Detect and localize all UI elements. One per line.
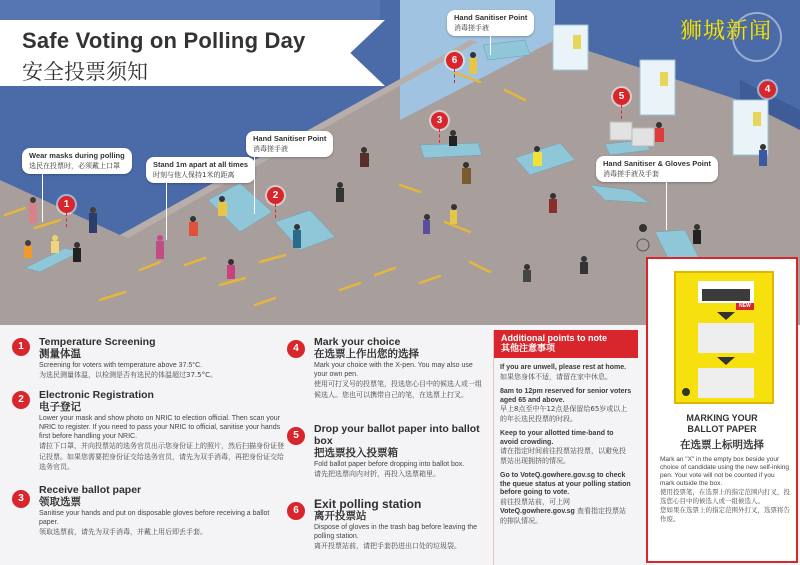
step-description-chinese: 请拉下口罩，并向投票站的选务官员出示您身份证上的照片，然后扫描身份证登记投票。如果您需要把身份证交给选务官员，请先为双手消毒，再把身份证交给选务官员。: [39, 442, 284, 471]
note-senior-hours: [494, 388, 638, 424]
step-marker-5: 5: [613, 88, 630, 105]
step-number-badge: 5: [287, 427, 305, 445]
ballot-description-chinese-1: 使用投票笔，在选票上的指定范围内打叉，投选您心目中的候选人或一组候选人。: [660, 488, 790, 505]
note-time-band: [494, 430, 638, 466]
step-marker-3: 3: [431, 112, 448, 129]
watermark-text: 狮城新闻: [680, 19, 773, 44]
step-number-badge: 1: [12, 338, 30, 356]
additional-notes-panel: [493, 330, 638, 565]
new-badge: NEW: [736, 303, 754, 310]
callout-pointer: [666, 180, 667, 230]
hands-fold-ballot-image: [698, 323, 754, 353]
step-marker-1: 1: [58, 196, 75, 213]
step-number-badge: 3: [12, 490, 30, 508]
step-electronic-registration: [12, 389, 287, 473]
step-description-chinese: 使用可打叉号的投票笔，投选您心目中的候选人或一组候选人。您也可以携带自己的笔，在选票上打叉。: [314, 380, 482, 399]
step-description: Screening for voters with temperature above 37.5°C.: [39, 362, 203, 369]
step-title: Mark your choice: [314, 336, 401, 348]
step-title-chinese: 电子登记: [39, 401, 81, 413]
notes-title-chinese: 其他注意事项: [501, 344, 556, 354]
step-title-chinese: 把选票投入投票箱: [314, 447, 398, 459]
step-title: Electronic Registration: [39, 389, 154, 401]
ballot-instruction-poster: [674, 271, 774, 404]
callout-pointer: [42, 172, 43, 222]
callout-label: Wear masks during polling: [29, 151, 125, 160]
marker-stem: [66, 213, 67, 227]
marking-ballot-panel: [646, 257, 798, 563]
title-banner: [0, 20, 385, 86]
nric-card-icon: [702, 289, 750, 301]
callout-wear-masks: [22, 148, 132, 174]
note-text-chinese: 早上8点至中午12点是保留给65岁或以上的年长选民投票的时段。: [500, 405, 628, 423]
page-title-chinese: 安全投票须知: [22, 60, 148, 84]
step-description-chinese: 离开投票站前，请把手套扔进出口处的垃圾袋。: [314, 542, 461, 550]
page-title: Safe Voting on Polling Day: [22, 28, 306, 53]
notes-title: Additional points to note: [501, 333, 607, 343]
hand-mark-ballot-image: [698, 368, 754, 398]
step-mark-choice: [287, 336, 487, 400]
callout-pointer: [254, 154, 255, 214]
step-title: Temperature Screening: [39, 336, 156, 348]
ballot-description-english: Mark an "X" in the empty box beside your choice of candidate using the new self-inking pen. Your vote will not be counted if you mark outside the box.: [660, 456, 789, 487]
additional-notes-header: [494, 330, 638, 358]
callout-label: Hand Sanitiser & Gloves Point: [603, 159, 711, 168]
step-description: Lower your mask and show photo on NRIC to election official. Then scan your NRIC to register. If you need to pass your NRIC to official, sanitise your hands first before handling your NRIC.: [39, 415, 281, 440]
callout-pointer: [490, 33, 491, 55]
note-text-chinese: [500, 498, 632, 527]
step-drop-ballot: [287, 423, 487, 480]
note-text: 8am to 12pm reserved for senior voters aged 65 and above.: [500, 388, 632, 404]
note-unwell: [494, 364, 638, 382]
note-text: Keep to your allotted time-band to avoid crowding.: [500, 430, 614, 446]
marker-stem: [454, 69, 455, 83]
step-description-chinese: 为选民测量体温，以检测是否有选民的体温超过37.5°C。: [39, 371, 217, 379]
step-title-chinese: 测量体温: [39, 348, 81, 360]
arrow-down-icon: [717, 357, 735, 365]
step-title: Exit polling station: [314, 497, 422, 511]
note-text-chinese: 如果您身体不适，请留在家中休息。: [500, 372, 612, 381]
note-text: Go to VoteQ.gowhere.gov.sg to check the queue status at your polling station before going to vote.: [500, 472, 631, 496]
step-title: Receive ballot paper: [39, 484, 142, 496]
callout-label: Stand 1m apart at all times: [153, 160, 249, 169]
ballot-panel-title: [648, 413, 796, 435]
step-title-chinese: 领取选票: [39, 496, 81, 508]
marker-stem: [275, 204, 276, 218]
step-receive-ballot: [12, 484, 287, 538]
step-description: Mark your choice with the X-pen. You may also use your own pen.: [314, 362, 473, 378]
note-queue-status: [494, 472, 638, 526]
marker-stem: [439, 129, 440, 143]
ballot-panel-title-line-1: MARKING YOUR: [686, 413, 758, 423]
note-text: If you are unwell, please rest at home.: [500, 364, 627, 371]
callout-label-chinese: 消毒搓手液: [253, 145, 288, 153]
step-description: Fold ballot paper before dropping into ballot box.: [314, 461, 465, 468]
step-title-chinese: 在选票上作出您的选择: [314, 348, 419, 360]
ballot-description-chinese-2: 您如果在选票上的指定范围外打叉，选票将告作废。: [660, 506, 790, 523]
step-number-badge: 2: [12, 391, 30, 409]
note-text-chinese: 请在指定时间前往投票站投票，以避免投票站出现拥挤的情况。: [500, 447, 626, 465]
step-exit-polling-station: [287, 498, 487, 552]
step-description: Dispose of gloves in the trash bag before leaving the polling station.: [314, 524, 478, 540]
step-number-badge: 6: [287, 502, 305, 520]
callout-label: Hand Sanitiser Point: [253, 134, 327, 143]
note-text-chinese-suffix: 查看指定投票站的排队情况。: [500, 507, 627, 525]
callout-label-chinese: 选民在投票时，必须戴上口罩: [29, 162, 120, 170]
marker-stem: [621, 105, 622, 119]
voteq-link[interactable]: VoteQ.gowhere.gov.sg: [500, 508, 575, 515]
step-title: Drop your ballot paper into ballot box: [314, 423, 480, 447]
step-temperature-screening: [12, 336, 287, 381]
callout-label-chinese: 时刻与他人保持1米的距离: [153, 171, 235, 179]
step-marker-2: 2: [267, 187, 284, 204]
step-marker-6: 6: [446, 52, 463, 69]
step-description-chinese: 领取选票前，请先为双手消毒，并戴上用后即丢手套。: [39, 528, 207, 536]
step-number-badge: 4: [287, 340, 305, 358]
ballot-panel-description: [660, 456, 790, 524]
seal-icon: [681, 387, 691, 397]
step-description: Sanitise your hands and put on disposable gloves before receiving a ballot paper.: [39, 510, 270, 526]
callout-hand-sanitiser-1: [246, 131, 333, 157]
callout-label-chinese: 消毒搓手液: [454, 24, 489, 32]
ballot-panel-title-chinese: 在选票上标明选择: [680, 439, 764, 451]
callout-label: Hand Sanitiser Point: [454, 13, 528, 22]
step-title-chinese: 离开投票站: [314, 510, 367, 522]
ballot-panel-title-line-2: BALLOT PAPER: [687, 424, 757, 434]
step-marker-4: 4: [759, 81, 776, 98]
callout-pointer: [166, 180, 167, 240]
note-text-chinese-prefix: 前往投票站前，可上网: [500, 497, 570, 506]
callout-hand-sanitiser-gloves: [596, 156, 718, 182]
arrow-down-icon: [717, 312, 735, 320]
step-description-chinese: 请先把选票向内对折，再投入选票箱里。: [314, 470, 440, 478]
callout-label-chinese: 消毒搓手液及手套: [603, 170, 659, 178]
callout-stand-apart: [146, 157, 255, 183]
